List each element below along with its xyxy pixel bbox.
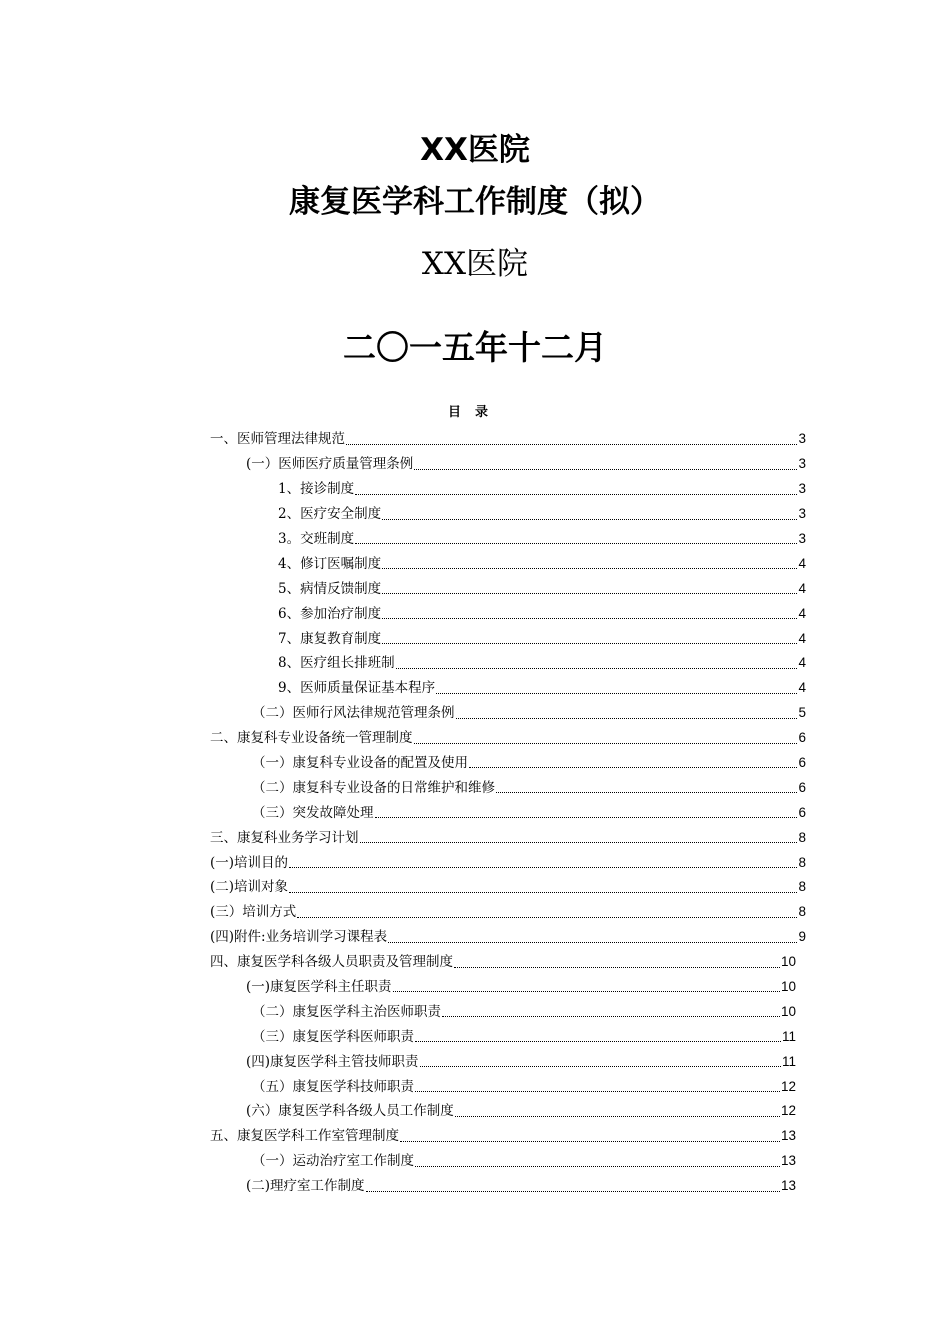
toc-entry-page: 6	[798, 730, 806, 746]
toc-entry-title: （一）运动治疗室工作制度	[252, 1153, 414, 1170]
toc-leader-dots	[455, 1115, 780, 1117]
toc-entry-page: 8	[798, 829, 806, 845]
toc-entry[interactable]	[210, 676, 806, 701]
toc-leader-dots	[415, 1090, 780, 1092]
toc-leader-dots	[454, 966, 780, 968]
toc-entry-title: （一）康复科专业设备的配置及使用	[252, 755, 468, 772]
toc-leader-dots	[382, 642, 797, 644]
toc-entry[interactable]	[210, 701, 806, 726]
toc-entry-page: 8	[798, 854, 806, 870]
toc-entry-page: 3	[798, 456, 806, 472]
toc-leader-dots	[366, 1190, 780, 1192]
toc-entry[interactable]	[210, 576, 806, 601]
toc-entry-title: 三、康复科业务学习计划	[210, 829, 359, 846]
toc-leader-dots	[415, 1165, 780, 1167]
toc-entry-page: 4	[798, 630, 806, 646]
toc-entry-page: 9	[798, 929, 806, 945]
toc-leader-dots	[414, 742, 798, 744]
toc-entry[interactable]	[210, 1099, 806, 1124]
toc-entry-title: (六）康复医学科各级人员工作制度	[246, 1103, 454, 1120]
toc-entry[interactable]	[210, 502, 806, 527]
toc-entry[interactable]	[210, 1149, 806, 1174]
toc-entry[interactable]	[210, 1124, 806, 1149]
toc-entry-page: 4	[798, 680, 806, 696]
toc-entry[interactable]	[210, 1074, 806, 1099]
toc-entry[interactable]	[210, 975, 806, 1000]
toc-leader-dots	[496, 791, 797, 793]
toc-entry[interactable]	[210, 1024, 806, 1049]
toc-heading: 目录	[447, 405, 502, 420]
toc-entry-title: 四、康复医学科各级人员职责及管理制度	[210, 954, 453, 971]
toc-entry-page: 11	[781, 1028, 796, 1044]
toc-entry-page: 10	[780, 1003, 796, 1019]
toc-entry[interactable]	[210, 601, 806, 626]
toc-entry-page: 6	[798, 779, 806, 795]
toc-entry-title: （五）康复医学科技师职责	[252, 1078, 414, 1095]
toc-entry-title: 5、病情反馈制度	[278, 580, 382, 597]
toc-leader-dots	[382, 518, 797, 520]
toc-entry-page: 3	[798, 506, 806, 522]
toc-entry-page: 5	[798, 705, 806, 721]
toc-entry-title: 4、修订医嘱制度	[278, 555, 382, 572]
toc-entry[interactable]	[210, 527, 806, 552]
toc-entry-title: （三）康复医学科医师职责	[252, 1028, 414, 1045]
toc-leader-dots	[400, 1140, 780, 1142]
toc-entry[interactable]	[210, 925, 806, 950]
toc-entry-page: 12	[780, 1078, 796, 1094]
toc-entry-title: 五、康复医学科工作室管理制度	[210, 1128, 399, 1145]
toc-leader-dots	[396, 667, 798, 669]
toc-entry-page: 8	[798, 904, 806, 920]
toc-entry-title: 二、康复科专业设备统一管理制度	[210, 730, 413, 747]
toc-entry-page: 4	[798, 655, 806, 671]
toc-entry[interactable]	[210, 751, 806, 776]
table-of-contents	[210, 427, 806, 1199]
toc-entry-title: (一)培训目的	[210, 854, 289, 871]
toc-entry-title: 一、医师管理法律规范	[210, 431, 345, 448]
toc-entry-page: 10	[780, 954, 796, 970]
toc-leader-dots	[388, 941, 797, 943]
toc-entry[interactable]	[210, 825, 806, 850]
toc-leader-dots	[382, 592, 797, 594]
toc-leader-dots	[415, 1040, 781, 1042]
toc-leader-dots	[346, 443, 797, 445]
toc-leader-dots	[393, 990, 780, 992]
toc-entry-title: (一）医师医疗质量管理条例	[246, 456, 414, 473]
toc-entry-title: (四)康复医学科主管技师职责	[246, 1053, 419, 1070]
toc-entry[interactable]	[210, 651, 806, 676]
toc-entry-title: 2、医疗安全制度	[278, 506, 382, 523]
toc-entry-page: 3	[798, 481, 806, 497]
toc-entry-page: 12	[780, 1103, 796, 1119]
toc-entry-title: (三）培训方式	[210, 904, 297, 921]
toc-entry[interactable]	[210, 900, 806, 925]
toc-leader-dots	[456, 717, 798, 719]
toc-entry-title: (二)理疗室工作制度	[246, 1178, 365, 1195]
toc-entry[interactable]	[210, 726, 806, 751]
toc-leader-dots	[382, 617, 797, 619]
toc-entry[interactable]	[210, 800, 806, 825]
toc-entry-title: （二）医师行风法律规范管理条例	[252, 705, 455, 722]
toc-entry-title: (四)附件:业务培训学习课程表	[210, 929, 388, 946]
document-date: 二〇一五年十二月	[343, 328, 607, 367]
toc-entry[interactable]	[210, 950, 806, 975]
toc-leader-dots	[420, 1065, 781, 1067]
toc-leader-dots	[382, 567, 797, 569]
toc-entry-title: (一)康复医学科主任职责	[246, 979, 392, 996]
toc-entry[interactable]	[210, 1174, 806, 1199]
toc-entry[interactable]	[210, 626, 806, 651]
toc-entry-title: 9、医师质量保证基本程序	[278, 680, 436, 697]
toc-entry-title: （三）突发故障处理	[252, 804, 374, 821]
toc-entry-title: （二）康复科专业设备的日常维护和维修	[252, 779, 495, 796]
toc-entry-page: 3	[798, 431, 806, 447]
toc-entry-page: 4	[798, 580, 806, 596]
toc-entry-title: 6、参加治疗制度	[278, 605, 382, 622]
toc-leader-dots	[375, 816, 798, 818]
hospital-title: XX医院	[420, 132, 530, 168]
toc-entry-page: 6	[798, 755, 806, 771]
toc-entry-page: 4	[798, 605, 806, 621]
toc-entry-page: 6	[798, 804, 806, 820]
toc-entry-title: 8、医疗组长排班制	[278, 655, 395, 672]
toc-leader-dots	[360, 841, 798, 843]
toc-entry-title: 3。交班制度	[278, 531, 355, 547]
toc-entry[interactable]	[210, 452, 806, 477]
toc-entry-title: (二)培训对象	[210, 879, 289, 896]
toc-entry[interactable]	[210, 999, 806, 1024]
toc-entry-page: 8	[798, 879, 806, 895]
toc-entry[interactable]	[210, 427, 806, 452]
document-title: 康复医学科工作制度（拟）	[289, 184, 661, 220]
toc-entry[interactable]	[210, 875, 806, 900]
toc-entry[interactable]	[210, 551, 806, 576]
toc-entry-page: 13	[780, 1153, 796, 1169]
toc-leader-dots	[289, 891, 797, 893]
toc-entry[interactable]	[210, 1049, 806, 1074]
toc-leader-dots	[289, 866, 797, 868]
toc-entry-page: 4	[798, 555, 806, 571]
toc-entry-title: 1、接诊制度	[278, 481, 355, 498]
toc-entry-page: 13	[780, 1178, 796, 1194]
toc-leader-dots	[442, 1015, 780, 1017]
toc-entry-title: （二）康复医学科主治医师职责	[252, 1003, 441, 1020]
toc-entry[interactable]	[210, 850, 806, 875]
toc-entry[interactable]	[210, 477, 806, 502]
toc-entry-page: 13	[780, 1128, 796, 1144]
organization-name: XX医院	[421, 246, 529, 282]
toc-leader-dots	[355, 493, 797, 495]
toc-leader-dots	[355, 542, 797, 544]
toc-entry-title: 7、康复教育制度	[278, 630, 382, 647]
toc-entry[interactable]	[210, 775, 806, 800]
toc-leader-dots	[469, 766, 797, 768]
toc-leader-dots	[297, 916, 797, 918]
toc-leader-dots	[414, 468, 797, 470]
toc-entry-page: 10	[780, 979, 796, 995]
toc-entry-page: 3	[798, 531, 806, 546]
toc-leader-dots	[436, 692, 797, 694]
toc-entry-page: 11	[781, 1053, 796, 1069]
